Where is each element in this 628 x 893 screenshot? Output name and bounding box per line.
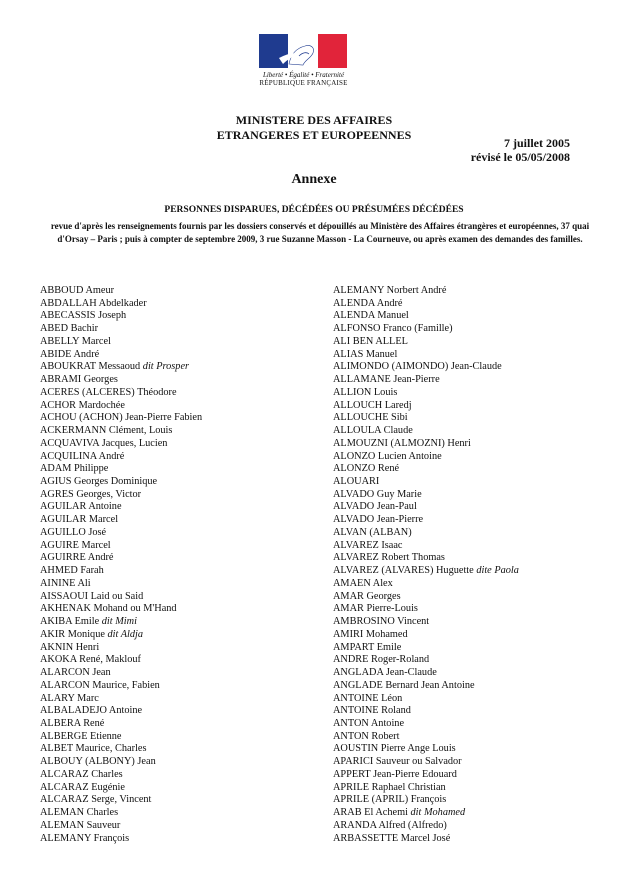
name-entry: ALARY Marc bbox=[40, 692, 99, 704]
name-entry: ABDALLAH Abdelkader bbox=[40, 297, 147, 309]
name-entry: AKOKA René, Maklouf bbox=[40, 654, 141, 666]
name-entry: ABED Bachir bbox=[40, 323, 99, 335]
name-entry: ABRAMI Georges bbox=[40, 374, 118, 386]
name-entry: AMAR Georges bbox=[333, 590, 401, 602]
name-entry: ABELLY Marcel bbox=[40, 335, 111, 347]
name-entry: ABIDE André bbox=[40, 348, 100, 360]
name-entry: ALIAS Manuel bbox=[333, 348, 398, 360]
name-entry: ALARCON Jean bbox=[40, 667, 111, 679]
name-entry: ALBALADEJO Antoine bbox=[40, 705, 143, 717]
name-entry: ALARCON Maurice, Fabien bbox=[40, 679, 160, 691]
name-entry: AMPART Emile bbox=[333, 641, 402, 653]
name-entry: AHMED Farah bbox=[40, 565, 104, 577]
name-entry: ALLOULA Claude bbox=[333, 425, 413, 437]
name-entry: ALCARAZ Charles bbox=[40, 768, 123, 780]
name-entry: ACERES (ALCERES) Théodore bbox=[40, 386, 177, 398]
name-entry: ALVADO Jean-Pierre bbox=[333, 514, 424, 526]
name-entry: ARAB El Achemi dit Mohamed bbox=[333, 807, 466, 819]
name-entry: ALEMAN Sauveur bbox=[40, 819, 121, 831]
name-entry: AMAR Pierre-Louis bbox=[333, 603, 418, 615]
name-entry: ALVADO Guy Marie bbox=[333, 488, 422, 500]
annexe-heading: Annexe bbox=[291, 172, 337, 187]
marianne-flag-icon bbox=[259, 34, 347, 68]
name-entry: AKIBA Emile dit Mimi bbox=[40, 616, 137, 628]
name-entry: AKHENAK Mohand ou M'Hand bbox=[40, 603, 177, 615]
name-entry: ALEMANY Norbert André bbox=[333, 285, 447, 296]
name-entry: ANTON Robert bbox=[333, 730, 400, 742]
name-entry: ANGLADA Jean-Claude bbox=[333, 667, 437, 679]
name-entry: ABBOUD Ameur bbox=[40, 285, 115, 296]
name-entry: ACHOR Mardochée bbox=[40, 399, 125, 411]
name-entry: APARICI Sauveur ou Salvador bbox=[333, 756, 462, 768]
name-entry: ALONZO Lucien Antoine bbox=[333, 450, 442, 462]
name-entry: APRILE (APRIL) François bbox=[333, 794, 447, 806]
name-entry: ABECASSIS Joseph bbox=[40, 310, 127, 322]
ministry-title-line1: MINISTERE DES AFFAIRES bbox=[235, 113, 393, 127]
name-entry: ANTON Antoine bbox=[333, 717, 405, 729]
name-entry: AKNIN Henri bbox=[40, 641, 100, 653]
name-entry: ALVAREZ (ALVARES) Huguette dite Paola bbox=[333, 565, 519, 577]
name-entry: APPERT Jean-Pierre Edouard bbox=[333, 768, 457, 780]
name-entry: ALLION Louis bbox=[333, 386, 398, 398]
name-entry: ALCARAZ Serge, Vincent bbox=[40, 794, 152, 806]
name-entry: ALENDA André bbox=[333, 297, 403, 309]
republic-motto: Liberté • Égalité • Fraternité bbox=[262, 71, 345, 79]
name-entry: ALEMAN Charles bbox=[40, 807, 119, 819]
name-entry: AMAEN Alex bbox=[333, 577, 393, 589]
name-entry: ANTOINE Roland bbox=[333, 705, 411, 717]
name-entry: ARBASSETTE Marcel José bbox=[333, 832, 451, 844]
name-entry: ALONZO René bbox=[333, 463, 400, 475]
name-entry: ALVADO Jean-Paul bbox=[333, 501, 417, 513]
name-entry: AGUIRRE André bbox=[40, 552, 114, 564]
name-entry: AGUILAR Antoine bbox=[40, 501, 122, 513]
name-entry: APRILE Raphael Christian bbox=[333, 781, 446, 793]
name-entry: ALVAN (ALBAN) bbox=[333, 526, 412, 538]
name-entry: ACQUILINA André bbox=[40, 450, 125, 462]
document-date: 7 juillet 2005 bbox=[504, 136, 570, 150]
name-entry: AGIUS Georges Dominique bbox=[40, 476, 158, 488]
name-entry: ALENDA Manuel bbox=[333, 310, 409, 322]
name-entry: ALFONSO Franco (Famille) bbox=[333, 323, 453, 335]
name-entry: AISSAOUI Laid ou Said bbox=[40, 590, 144, 602]
ministry-title-line2: ETRANGERES ET EUROPEENNES bbox=[216, 128, 412, 142]
name-entry: ALVAREZ Isaac bbox=[333, 539, 403, 551]
name-entry: AGUILLO José bbox=[40, 526, 107, 538]
name-entry: ALCARAZ Eugénie bbox=[40, 781, 125, 793]
name-entry: ALBERA René bbox=[40, 717, 105, 729]
name-entry: AGRES Georges, Victor bbox=[40, 488, 142, 500]
name-entry: AMIRI Mohamed bbox=[333, 628, 408, 640]
republic-logo bbox=[256, 34, 351, 87]
name-entry: ALBOUY (ALBONY) Jean bbox=[40, 756, 156, 768]
name-entry: AININE Ali bbox=[40, 577, 91, 589]
name-entry: ALBERGE Etienne bbox=[40, 730, 122, 742]
name-entry: ALIMONDO (AIMONDO) Jean-Claude bbox=[333, 361, 502, 373]
name-entry: ALMOUZNI (ALMOZNI) Henri bbox=[333, 437, 471, 449]
name-entry: ACQUAVIVA Jacques, Lucien bbox=[40, 437, 168, 449]
revision-date: révisé le 05/05/2008 bbox=[470, 150, 570, 164]
name-entry: ALBET Maurice, Charles bbox=[40, 743, 147, 755]
name-entry: ALVAREZ Robert Thomas bbox=[333, 552, 445, 564]
names-column-right bbox=[333, 285, 519, 845]
name-entry: AGUIRE Marcel bbox=[40, 539, 111, 551]
name-entry: ALEMANY François bbox=[40, 832, 130, 844]
list-description: revue d'après les renseignements fournis par les dossiers conservés et dépouillés au Ministère des Affaires étrangères et européennes, 37 quai d'Orsay – Paris ; puis à compter de septembre 2009, 3 rue Suzanne Masson - La Courneuve, ou après examen des demandes des familles. bbox=[50, 221, 590, 244]
name-entry: AGUILAR Marcel bbox=[40, 514, 119, 526]
name-entry: AMBROSINO Vincent bbox=[333, 616, 430, 628]
name-entry: ANTOINE Léon bbox=[333, 692, 403, 704]
republic-name: RÉPUBLIQUE FRANÇAISE bbox=[259, 79, 348, 87]
name-entry: AKIR Monique dit Aldja bbox=[40, 628, 144, 640]
name-entry: ARANDA Alfred (Alfredo) bbox=[333, 819, 447, 831]
name-entry: ALLOUCH Laredj bbox=[333, 399, 412, 411]
name-entry: ANGLADE Bernard Jean Antoine bbox=[333, 679, 475, 691]
name-entry: ALI BEN ALLEL bbox=[333, 335, 408, 347]
names-column-left bbox=[40, 285, 202, 845]
list-subtitle: PERSONNES DISPARUES, DÉCÉDÉES OU PRÉSUMÉES DÉCÉDÉES bbox=[164, 205, 464, 215]
name-entry: ALOUARI bbox=[333, 476, 380, 488]
name-entry: ACHOU (ACHON) Jean-Pierre Fabien bbox=[40, 412, 203, 424]
name-entry: ALLOUCHE Sibi bbox=[333, 412, 408, 424]
name-entry: ALLAMANE Jean-Pierre bbox=[333, 374, 440, 386]
name-entry: ABOUKRAT Messaoud dit Prosper bbox=[40, 361, 190, 373]
name-entry: ANDRE Roger-Roland bbox=[333, 654, 430, 666]
name-entry: ADAM Philippe bbox=[40, 463, 109, 475]
name-entry: ACKERMANN Clément, Louis bbox=[40, 425, 173, 437]
name-entry: AOUSTIN Pierre Ange Louis bbox=[333, 743, 456, 755]
